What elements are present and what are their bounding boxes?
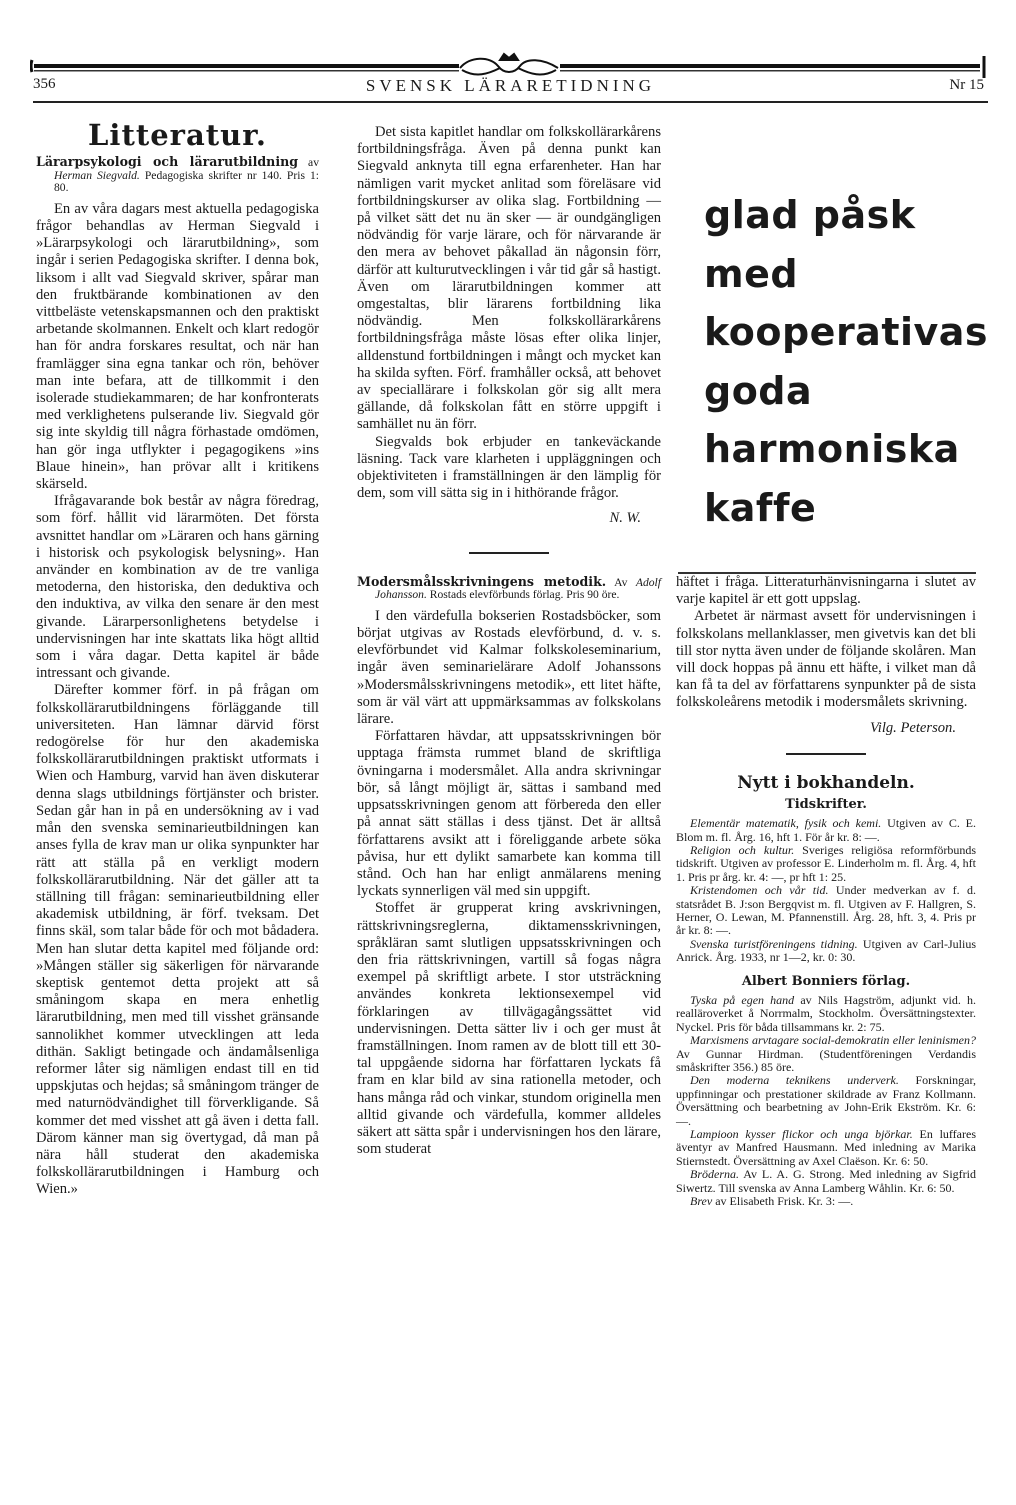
new-book-entry (676, 844, 976, 884)
entry-text: Forskningar, uppfinningar och prestationer skildrade av Franz Kollmann. Översättning och bearbetning av John-Erik Ekström. Kr. 6: —. (676, 1073, 976, 1128)
advertisement (704, 186, 989, 537)
ad-line: goda (704, 368, 813, 413)
entry-title: Bröderna. (690, 1167, 739, 1182)
ad-line: med (704, 251, 799, 296)
new-book-entry (676, 884, 976, 938)
section-divider (786, 753, 866, 755)
review-2-paragraph: Arbetet är närmast avsett för undervisningen i folkskolans mellanklasser, men givetvis kan det bli till stor nytta även under de följande skolåren. Man vill dock hoppas på ännu ett häfte, i vilket man då kan få ta del av författarens synpunkter på de sista folkskoleårens metodik i modersmålets skrivning. (676, 608, 976, 711)
ad-line: harmoniska (704, 427, 960, 471)
review-1-citation (36, 156, 319, 195)
section-title: Litteratur. (88, 118, 267, 152)
new-books-title: Nytt i bokhandeln. (737, 772, 915, 793)
new-book-entry (676, 994, 976, 1034)
entry-text: av Nils Hagström, adjunkt vid. h. realläroverket å Norrmalm, Stockholm. Översättningstexter. Nyckel. Pris för båda tillsammans kr. 2: 75. (676, 992, 977, 1034)
review-1-book-title: Lärarpsykologi och lärarutbildning (36, 154, 299, 169)
journal-title: SVENSK LÄRARETIDNING (365, 76, 656, 95)
entry-text: av Elisabeth Frisk. Kr. 3: —. (715, 1194, 854, 1208)
entry-text: Sveriges religiösa reformförbunds tidskrift. Utgiven av professor E. Linderholm m. fl. Årg. 4, hft 1. Pris pr årg. kr. 4: —, pr hft 1: 25. (676, 843, 976, 884)
review-2-paragraph: Stoffet är grupperat kring avskrivningen, rättskrivningsreglerna, diktamensskrivningen, språkläran samt slutligen uppsatsskrivningen och den fria rättskrivningen, vartill så fogas några exempel på skriftligt arbete. I stor utsträckning användes konkreta lektionsexempel vid förklaringen av tillvägagångssättet vid undervisningen. Detta sätter liv i och ger must åt framställningen. Inom ramen av de blott till ett 30-tal uppgående sidorna har författaren lyckats få fram en klar bild av sina rationella metoder, och hans många råd och vinkar, stundom originella men alltid givande och värdefulla, kommer alldeles säkert att sätta spår i undervisningen hos den lärare, som studerat (357, 900, 661, 1158)
entry-title: Elementär matematik, fysik och kemi. (690, 816, 882, 831)
entry-text: En luffares äventyr av Manfred Hausmann. Med inledning av Marika Stiernstedt. Översättning av Axel Claëson. Kr. 6: 50. (676, 1126, 976, 1168)
review-1-signature: N. W. (609, 510, 641, 527)
header-divider (33, 101, 988, 103)
new-book-entry (676, 1034, 976, 1074)
entry-title: Brev (690, 1194, 713, 1208)
column-1 (36, 118, 319, 1199)
review-2-author: Adolf Johansson. (375, 575, 661, 602)
entry-title: Religion och kultur. (690, 843, 795, 858)
review-2-paragraph: Författaren hävdar, att uppsatsskrivningen bör upptaga främsta rummet bland de skriftliga övningarna i modersmålet. Alla andra skrivningar bör, så långt möjligt är, sättas i samband med uppsatsskrivningen genom att förbereda den eller på annat sätt ställas i dess tjänst. Det är alltså författarens avsikt att i föreliggande arbete söka påvisa, hur ett dylikt samarbete kan komma till stånd. Och han har enligt anmälarens mening lyckats synnerligen väl med sin uppgift. (357, 728, 661, 900)
new-book-entry (676, 1128, 976, 1168)
entry-title: Lampioon kysser flickor och unga björkar. (690, 1126, 913, 1141)
column-2 (357, 124, 661, 1158)
crown-scroll-icon (460, 54, 558, 74)
ad-line: kooperativas (704, 310, 989, 354)
review-1-details: Pedagogiska skrifter nr 140. Pris 1: 80. (54, 168, 319, 195)
entry-title: Tyska på egen hand (690, 992, 795, 1007)
review-2-paragraph: häftet i fråga. Litteraturhänvisningarna i slutet av varje kapitel är ett gott uppslag. (676, 574, 976, 608)
entry-text: Utgiven av C. E. Blom m. fl. Årg. 16, hft 1. För år kr. 8: —. (676, 816, 976, 844)
review-2-by: Av (614, 575, 628, 589)
review-2-citation (357, 573, 661, 602)
entry-text: Utgiven av Carl-Julius Anrick. Årg. 1933, nr 1—2, kr. 0: 30. (676, 936, 977, 965)
entry-title: Marxismens arvtagare social-demokratin eller leninismen? (690, 1033, 976, 1048)
review-1-paragraph: En av våra dagars mest aktuella pedagogiska frågor behandlas av Herman Siegvald i »Lärarpsykologi och lärarutbildning», som ingår i serien Pedagogiska skrifter. I denna bok, liksom i allt vad Siegvald skriver, spårar man den fruktbärande kombinationen av den vittbeläste vetenskapsmannen och den praktiskt arbetande skolmannen. Enkelt och klart redogör han för andra forskares resultat, och när han framlägger sina egna tankar och rön, behöver man inte befara, att de tillkommit i den isolerade studiekammaren; de har konfronterats med verklighetens pulserande liv. Siegvald gör sig inte skyldig till några förhastade omdömen, han gör inga utflykter i pegagogikens »ins Blaue hinein», han prövar allt i kritikens skärseld. (36, 200, 319, 493)
section-divider (469, 552, 549, 554)
entry-title: Kristendomen och vår tid. (690, 883, 829, 898)
page-header (33, 74, 988, 100)
review-1-paragraph: Siegvalds bok erbjuder en tankeväckande läsning. Tack vare klarheten i uppläggningen och objektiviteten i framställningen är den lämplig för dem, som vill sätta sig in i hithörande frågor. (357, 433, 661, 502)
page-number: 356 (33, 76, 56, 92)
review-1-author: Herman Siegvald. (54, 168, 140, 182)
new-book-entry (676, 1074, 976, 1128)
review-1-paragraph: Ifrågavarande bok består av några föredrag, som förf. hållit vid lärarmöten. Det första avsnittet handlar om »Läraren och hans gärning i historisk och psykologisk belysning». Han använder en kombination av de tre vanliga metoderna, den historiska, den deduktiva och den induktiva, av vilka den senare är den mest givande. Lärarpersonlighetens betydelse i undervisningen har inte skattats lika högt alltid som i våra dagar. Detta kapitel är både intressant och givande. (36, 493, 319, 682)
new-book-entry (676, 1195, 976, 1208)
entry-text: Av L. A. G. Strong. Med inledning av Sigfrid Siwertz. Till svenska av Anna Lamberg Wåhlin. Kr. 6: 50. (676, 1167, 976, 1195)
new-books-list (676, 994, 976, 1209)
ad-line: kaffe (704, 485, 817, 530)
review-2-details: Rostads elevförbunds förlag. Pris 90 öre. (429, 588, 620, 602)
new-books-list (676, 817, 976, 964)
review-2-paragraph: I den värdefulla bokserien Rostadsböcker, som börjat utgivas av Rostads elevförbund, d. v. s. elevförbundet vid Kalmar folkskoleseminarium, ingår även seminarielärare Adolf Johanssons »Modersmålsskrivningens metodik», ett litet häfte, som är väl värt att uppmärksammas av folkskolans lärare. (357, 607, 661, 728)
new-book-entry (676, 817, 976, 844)
column-3 (676, 568, 976, 1208)
review-1-paragraph: Det sista kapitlet handlar om folkskollärarkårens fortbildningsfråga. Även på denna punkt kan Siegvald anknyta till egna erfarenheter. Han har nämligen varit mycket anlitad som föreläsare vid fortbildningskurser av olika slag. Fortbildning — på vilket sätt det nu än sker — är oundgängligen nödvändig för varje lärare, och för närvarande är den mera av behovet påkallad än någonsin förr, därför att kulturutvecklingen i vår tid går så hastigt. Även om lärarutbildningen kommer att omgestaltas, blir lärarens fortbildning lika nödvändig. Men folkskollärarkårens fortbildningsfråga måste lösas efter olika linjer, alldenstund fortbildningen i mångt och mycket kan ha skilda syften. Förf. framhåller också, att behovet av speciallärare i folkskolan gör sig allt mera gällande, då folkskolan fått en större uppgift i samhället nu än förr. (357, 124, 661, 433)
review-2-book-title: Modersmålsskrivningens metodik. (357, 573, 607, 589)
review-1-by: av (308, 156, 319, 169)
review-2-signature: Vilg. Peterson. (869, 719, 956, 736)
entry-title: Svenska turistföreningens tidning. (690, 936, 858, 951)
entry-text: Under medverkan av f. d. statsrådet B. J:son Bergqvist m. fl. Utgiven av F. Hallgren, S. Herner, O. Lewan, M. Pfannenstill. Årg. 28, hft. 3, 4. Pris pr år kr. 8: —. (676, 883, 977, 938)
entry-title: Den moderna teknikens underverk. (690, 1073, 899, 1088)
issue-number: Nr 15 (949, 77, 984, 93)
new-book-entry (676, 1168, 976, 1195)
entry-text: Av Gunnar Hirdman. (Studentföreningen Verdandis småskrifter 356.) 85 öre. (676, 1046, 976, 1074)
review-1-paragraph: Därefter kommer förf. in på frågan om folkskollärarutbildningens förläggande till universiteten. Han lämnar därvid först redogörelse för hur den akademiska folkskollärarutbildningen praktiskt utformats i Wien och Hamburg, varvid han även diskuterar denna slags utbildnings förtjänster och brister. Sedan går han in på en undersökning av i vad mån den svenska seminarieutbildningen kan anses fylla de krav man ur olika synpunkter har rätt att ställa på en verkligt modern folkskollärarutbildning. När det gäller att ta ställning till frågan: seminarieutbildning eller akademisk utbildning, är förf. tveksam. Det finns skäl, som talar både för och mot bådadera. Men han slutar detta kapitel med följande ord: »Mången ställer sig säkerligen för närvarande skeptisk gentemot detta projekt att så småningom skapa en mera enhetlig lärarutbildning, men med till visshet gränsande sannolikhet kommer utvecklingen att leda dithän. Sakligt betingade och ändamålsenliga reformer låter sig nämligen endast till en tid uppskjutas och hejdas; så småningom tränger de med naturnödvändighet till förverkligande. Så kommer det med visshet att gå även i detta fall. Därom känner man sig övertygad, då man på nära håll studerat den akademiska folkskollärarutbildningen i Hamburg och Wien.» (36, 682, 319, 1198)
new-books-group-heading: Albert Bonniers förlag. (741, 973, 911, 989)
ad-line: glad påsk (704, 193, 916, 237)
new-book-entry (676, 938, 976, 965)
new-books-group-heading: Tidskrifter. (785, 797, 867, 813)
